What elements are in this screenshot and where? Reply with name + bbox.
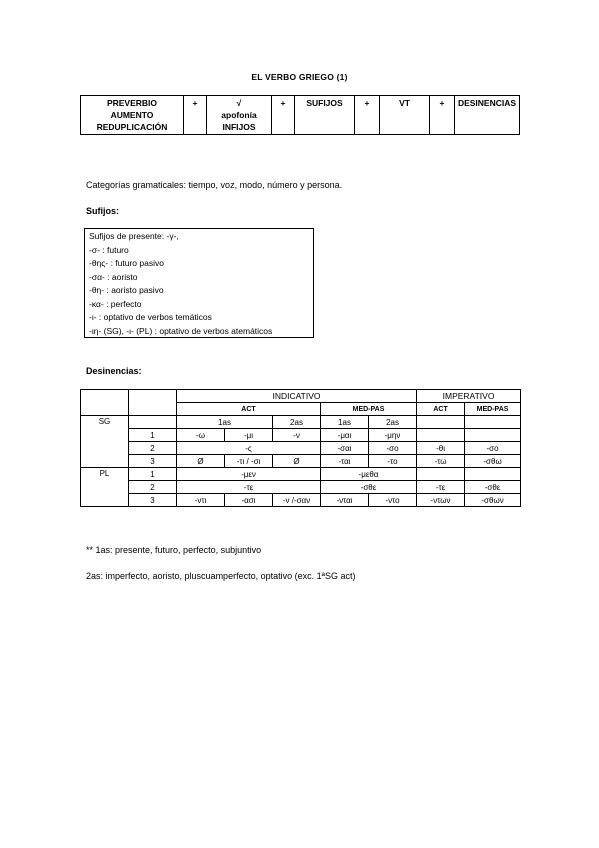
infijos-label: INFIJOS (222, 122, 256, 132)
person-cell: 3 (129, 494, 177, 507)
ending-cell: -το (369, 455, 417, 468)
ending-cell (417, 429, 465, 442)
sufijo-line: -θη- : aoristo pasivo (89, 285, 164, 295)
verb-structure-table (80, 95, 520, 135)
med-1as-header: 1as (321, 416, 369, 429)
act-header: ACT (177, 403, 321, 416)
note-2as: 2as: imperfecto, aoristo, pluscuamperfecto, optativo (exc. 1ªSG act) (86, 571, 356, 581)
plus-sign: + (280, 98, 286, 108)
preverbio-cell (81, 96, 184, 135)
table-row (81, 429, 521, 442)
blank-cell (81, 403, 129, 416)
table-row (81, 455, 521, 468)
sufijo-line: -κα- : perfecto (89, 298, 142, 309)
ending-cell: -σθε (465, 481, 521, 494)
ending-cell: -σο (369, 442, 417, 455)
sufijo-line: -ιη- (SG), -ι- (PL) : optativo de verbos atemáticos (89, 325, 273, 336)
desinencias-cell (455, 96, 520, 135)
ending-cell (465, 429, 521, 442)
sg-label: SG (81, 416, 129, 468)
desinencias-label: DESINENCIAS (457, 98, 517, 108)
ending-cell: Ø (177, 455, 225, 468)
ending-cell: Ø (273, 455, 321, 468)
plus-cell (355, 96, 380, 135)
ending-cell: -μην (369, 429, 417, 442)
ending-cell (417, 468, 465, 481)
person-cell: 3 (129, 455, 177, 468)
table-row (81, 442, 521, 455)
ending-cell: -ται (321, 455, 369, 468)
blank-cell (129, 403, 177, 416)
ending-cell: -μι (225, 429, 273, 442)
medpas-header: MED-PAS (321, 403, 417, 416)
vt-label: VT (399, 98, 410, 108)
plus-cell (184, 96, 207, 135)
blank-cell (129, 390, 177, 403)
ending-cell: -τε (177, 481, 321, 494)
aumento-label: AUMENTO (110, 110, 154, 120)
sufijos-cell (295, 96, 355, 135)
plus-sign: + (364, 98, 370, 108)
sufijo-line: -θης- : futuro pasivo (89, 258, 164, 268)
ending-cell: -σο (465, 442, 521, 455)
blank-cell (465, 416, 521, 429)
ending-cell: -σθω (465, 455, 521, 468)
act-1as-header: 1as (177, 416, 273, 429)
ending-cell: -μαι (321, 429, 369, 442)
ending-cell: -τι / -σι (225, 455, 273, 468)
sufijos-heading: Sufijos: (86, 206, 119, 216)
reduplicacion-label: REDUPLICACIÓN (96, 122, 168, 132)
blank-cell (81, 390, 129, 403)
sufijos-box (84, 228, 314, 338)
imperativo-header: IMPERATIVO (417, 390, 521, 403)
plus-cell (272, 96, 295, 135)
med-2as-header: 2as (369, 416, 417, 429)
apofonia-label: apofonía (221, 110, 257, 120)
ending-cell (465, 468, 521, 481)
preverbio-label: PREVERBIO (106, 98, 158, 108)
ending-cell: -ω (177, 429, 225, 442)
plus-cell (430, 96, 455, 135)
ending-cell: -σθων (465, 494, 521, 507)
vt-cell (380, 96, 430, 135)
imp-act-header: ACT (417, 403, 465, 416)
sufijos-label: SUFIJOS (306, 98, 343, 108)
sufijo-line: Sufijos de presente: -γ-, (89, 231, 179, 241)
person-cell: 2 (129, 442, 177, 455)
root-symbol: √ (236, 98, 242, 108)
root-cell (207, 96, 272, 135)
ending-cell: -τε (417, 481, 465, 494)
act-2as-header: 2as (273, 416, 321, 429)
ending-cell: -ντι (177, 494, 225, 507)
desinencias-table (80, 389, 521, 507)
ending-cell: -σαι (321, 442, 369, 455)
person-cell: 1 (129, 429, 177, 442)
pl-label: PL (81, 468, 129, 507)
ending-cell: -ντων (417, 494, 465, 507)
blank-cell (417, 416, 465, 429)
sufijo-line: -σ- : futuro (89, 244, 129, 255)
person-cell: 2 (129, 481, 177, 494)
sufijo-line: -ι- : optativo de verbos temáticos (89, 312, 212, 322)
person-cell: 1 (129, 468, 177, 481)
ending-cell: -μεθα (321, 468, 417, 481)
note-1as: ** 1as: presente, futuro, perfecto, subjuntivo (86, 545, 262, 555)
ending-cell: -ν /-σαν (273, 494, 321, 507)
imp-medpas-header: MED-PAS (465, 403, 521, 416)
desinencias-heading: Desinencias: (86, 366, 142, 376)
plus-sign: + (192, 98, 198, 108)
page-title: EL VERBO GRIEGO (1) (251, 72, 348, 82)
plus-sign: + (439, 98, 445, 108)
blank-cell (129, 416, 177, 429)
sufijo-line: -σα- : aoristo (89, 271, 138, 282)
table-row (81, 481, 521, 494)
ending-cell: -ν (273, 429, 321, 442)
indicativo-header: INDICATIVO (177, 390, 417, 403)
ending-cell: -μεν (177, 468, 321, 481)
categorias-text: Categorías gramaticales: tiempo, voz, modo, número y persona. (86, 180, 343, 190)
ending-cell: -σθε (321, 481, 417, 494)
ending-cell: -τω (417, 455, 465, 468)
ending-cell: -ντο (369, 494, 417, 507)
table-row (81, 468, 521, 481)
ending-cell: -ς (177, 442, 321, 455)
ending-cell: -ασι (225, 494, 273, 507)
ending-cell: -θι (417, 442, 465, 455)
table-row (81, 494, 521, 507)
ending-cell: -νται (321, 494, 369, 507)
